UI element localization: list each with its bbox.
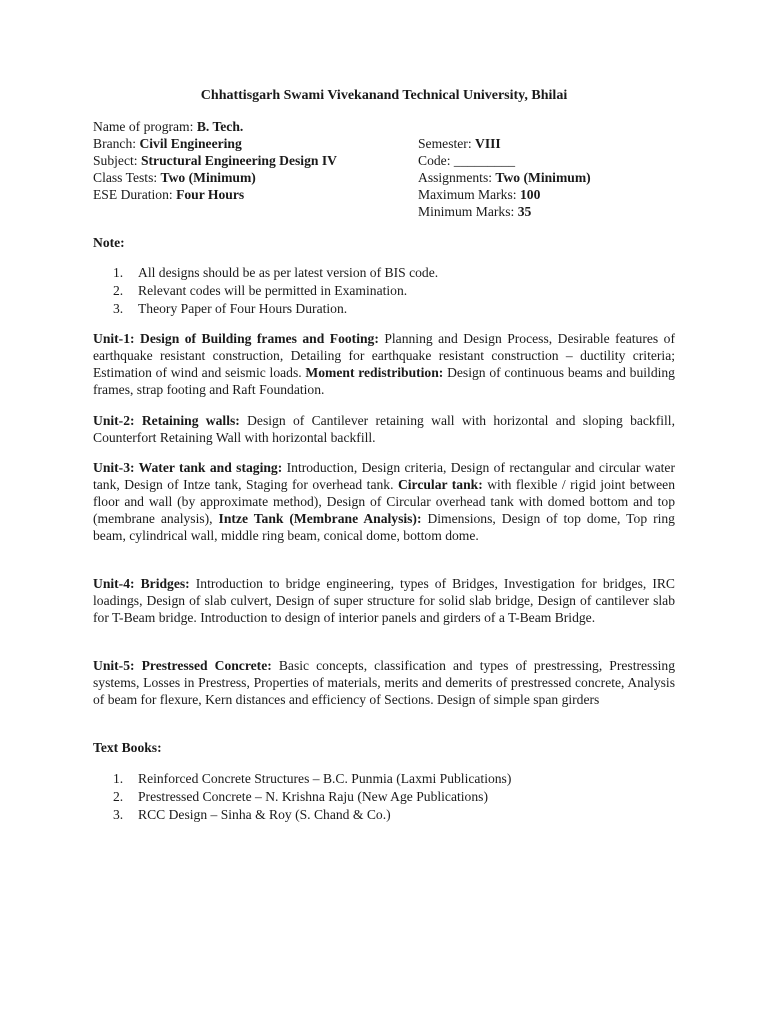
list-item xyxy=(93,282,438,300)
branch-value: Civil Engineering xyxy=(139,136,242,151)
unit-1-paragraph xyxy=(93,330,675,398)
note-heading: Note: xyxy=(93,235,125,250)
meta-row xyxy=(93,152,675,169)
unit-4-title: Unit-4: Bridges: xyxy=(93,576,190,591)
meta-row xyxy=(93,118,675,135)
unit-3-text: Introduction, Design criteria, Design of rectangular and circular water tank, Design of Intze tank, Staging for overhead tank. xyxy=(93,460,675,492)
unit-4-text: Introduction to bridge engineering, types of Bridges, Investigation for bridges, IRC loadings, Design of slab culvert, Design of super structure for solid slab bridge, Design of cantilever slab for T-Beam bridge. Introduction to design of interior panels and girders of a T-Beam Bridge. xyxy=(93,576,676,625)
textbooks-heading: Text Books: xyxy=(93,740,162,755)
item-number: 2. xyxy=(113,789,124,804)
code-value: _________ xyxy=(453,153,516,168)
assignments-value: Two (Minimum) xyxy=(495,170,591,185)
unit-1-text-2: Design of continuous beams and building frames, strap footing and Raft Foundation. xyxy=(93,365,675,397)
item-text: All designs should be as per latest version of BIS code. xyxy=(138,265,439,280)
semester-value: VIII xyxy=(475,136,501,151)
list-item xyxy=(93,300,438,318)
max-marks-value: 100 xyxy=(519,187,541,202)
code-label: Code: xyxy=(418,153,451,168)
program-value: B. Tech. xyxy=(196,119,244,134)
ese-label: ESE Duration: xyxy=(93,187,173,202)
item-text: Relevant codes will be permitted in Examination. xyxy=(138,283,408,298)
unit-5-paragraph xyxy=(93,657,675,708)
assignments-label: Assignments: xyxy=(418,170,493,185)
item-text: Reinforced Concrete Structures – B.C. Punmia (Laxmi Publications) xyxy=(138,771,512,786)
unit-3-subheading: Circular tank: xyxy=(397,477,483,492)
notes-list xyxy=(93,264,438,318)
meta-row xyxy=(93,186,675,203)
item-number: 3. xyxy=(113,301,124,316)
item-number: 3. xyxy=(113,807,124,822)
item-number: 1. xyxy=(113,265,124,280)
unit-5-text: Basic concepts, classification and types of prestressing, Prestressing systems, Losses in Prestress, Properties of materials, merits and demerits of prestressed concrete, Analysis of beam for flexure, Kern distances and efficiency of Sections. Design of simple span girders xyxy=(93,658,675,707)
meta-row xyxy=(93,203,675,220)
item-number: 2. xyxy=(113,283,124,298)
unit-1-text: Planning and Design Process, Desirable features of earthquake resistant construction, Detailing for earthquake resistant construction – ductility criteria; Estimation of wind and seismic loads. xyxy=(93,331,676,380)
subject-value: Structural Engineering Design IV xyxy=(140,153,337,168)
course-meta xyxy=(93,118,675,220)
unit-2-title: Unit-2: Retaining walls: xyxy=(93,413,240,428)
unit-2-text: Design of Cantilever retaining wall with horizontal and sloping backfill, Counterfort Retaining Wall with horizontal backfill. xyxy=(93,413,675,445)
unit-5-title: Unit-5: Prestressed Concrete: xyxy=(93,658,272,673)
university-title: Chhattisgarh Swami Vivekanand Technical University, Bhilai xyxy=(200,88,568,103)
unit-3-text-3: Dimensions, Design of top dome, Top ring beam, cylindrical wall, middle ring beam, conical dome, bottom dome. xyxy=(93,511,675,543)
program-label: Name of program: xyxy=(93,119,194,134)
subject-label: Subject: xyxy=(93,153,138,168)
unit-3-title: Unit-3: Water tank and staging: xyxy=(93,460,283,475)
item-text: Prestressed Concrete – N. Krishna Raju (New Age Publications) xyxy=(138,789,488,804)
semester-label: Semester: xyxy=(418,136,472,151)
item-text: Theory Paper of Four Hours Duration. xyxy=(138,301,348,316)
list-item xyxy=(93,770,511,788)
meta-row xyxy=(93,135,675,152)
min-marks-label: Minimum Marks: xyxy=(418,204,515,219)
meta-row xyxy=(93,169,675,186)
unit-3-text-2: with flexible / rigid joint between floor and wall (by approximate method), Design of Circular overhead tank with domed bottom and top (membrane analysis), xyxy=(93,477,675,526)
class-tests-label: Class Tests: xyxy=(93,170,158,185)
min-marks-value: 35 xyxy=(517,204,532,219)
branch-label: Branch: xyxy=(93,136,137,151)
unit-2-paragraph xyxy=(93,412,675,446)
item-text: RCC Design – Sinha & Roy (S. Chand & Co.) xyxy=(138,807,391,822)
unit-4-paragraph xyxy=(93,575,675,626)
unit-3-paragraph xyxy=(93,459,675,544)
list-item xyxy=(93,806,511,824)
unit-3-subheading-2: Intze Tank (Membrane Analysis): xyxy=(218,511,422,526)
class-tests-value: Two (Minimum) xyxy=(160,170,256,185)
list-item xyxy=(93,264,438,282)
textbooks-list xyxy=(93,770,511,824)
ese-value: Four Hours xyxy=(176,187,245,202)
unit-1-title: Unit-1: Design of Building frames and Footing: xyxy=(93,331,379,346)
max-marks-label: Maximum Marks: xyxy=(418,187,517,202)
item-number: 1. xyxy=(113,771,124,786)
unit-1-subheading: Moment redistribution: xyxy=(305,365,444,380)
list-item xyxy=(93,788,511,806)
